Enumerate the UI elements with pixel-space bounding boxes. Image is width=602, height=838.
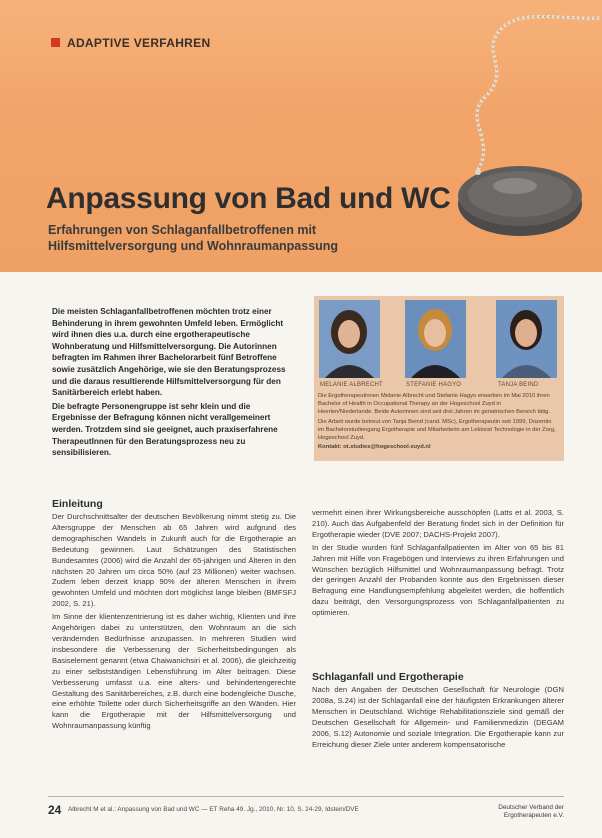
section-heading: Schlaganfall und Ergotherapie (312, 671, 464, 683)
body-column-left (52, 512, 296, 734)
page-number: 24 (48, 803, 62, 817)
body-paragraph: Der Durchschnittsalter der deutschen Bevölkerung nimmt stetig zu. Die Altersgruppe der Menschen ab 65 Jahren wird aufgrund des demographischen Wandels in Zukunft auch für die Ergotherapie an Bedeutung gewinnen. Laut Schätzungen des Statistischen Bundesamtes (2006) wird die Anzahl der 65-jährigen und Älteren in den nächsten 20 Jahren um circa 50% (auf 23 Millionen) weiter wachsen. Zudem leben derzeit knapp 90% der älteren Menschen in ihrem gewohnten Umfeld und möchten dort möglichst lange bleiben (BMFSFJ 2002, S. 21). (52, 512, 296, 609)
intro-paragraph: Die meisten Schlaganfallbetroffenen möchten trotz einer Behinderung in ihrem gewohnten Umfeld leben. Ermöglicht wird ihnen dies u.a. durch eine ergotherapeutische Wohnberatung und Hilfsmittelversorgung. Die Autorinnen befragten im Rahmen ihrer Bachelorarbeit fünf Betroffene sowie zusätzlich Angehörige, wie sie den Beratungsprozess und die daraus resultierende Hilfsmittelversorgung für den Sanitärbereich erlebt haben. (52, 307, 286, 398)
article-title: Anpassung von Bad und WC (46, 182, 451, 215)
author-name: TANJA BEIND (498, 382, 539, 388)
body-paragraph: vermehrt einen ihrer Wirkungsbereiche ausschöpfen (Latts et al. 2003, S. 210). Auch das Aufgabenfeld der Beratung findet sich in der Definition für Ergotherapie wieder (DVE 2007; DACHS-Projekt 2007). (312, 508, 564, 539)
footer-divider (48, 796, 564, 797)
author-photo (496, 300, 557, 378)
article-subtitle: Erfahrungen von Schlaganfallbetroffenen mit Hilfsmittelversorgung und Wohnraumanpassung (48, 223, 339, 253)
author-photo (405, 300, 466, 378)
bio-paragraph: Die Arbeit wurde betreut von Tanja Beind (cand. MSc), Ergotherapeutin seit 1999, Dozentin im Bachelorstudiengang Ergotherapie und Mitarbeiterin am Lektorat Technologie in der Zorg, Hogeschool Zuyd. (318, 418, 556, 442)
section-marker (51, 38, 60, 47)
author-bio (318, 392, 556, 452)
intro-paragraph: Die befragte Personengruppe ist sehr klein und die Ergebnisse der Befragung können nicht verallgemeinert werden. Trotzdem sind sie geeignet, auch praxiserfahrene TherapeutInnen für den Beratungsprozess neu zu sensibilisieren. (52, 401, 278, 458)
author-name: STEFANIE HAGYO (406, 382, 462, 388)
intro-lead (52, 306, 296, 461)
body-column-right-bottom (312, 685, 564, 752)
section-label-text: ADAPTIVE VERFAHREN (67, 36, 211, 50)
footer-citation: Albrecht M et al.: Anpassung von Bad und WC — ET Reha 49. Jg., 2010, Nr. 10, S. 24-29, Idstein/DVE (68, 806, 359, 813)
author-name: MELANIE ALBRECHT (320, 382, 383, 388)
bio-paragraph: Die Ergotherapeutinnen Melanie Albrecht und Stefanie Hagyo erwarben im Mai 2010 ihren Bachelor of Health in Occupational Therapy an der Hogeschool Zuyd in Heerlen/Niederlande. Beide Autorinnen sind seit drei Jahren im geriatrischen Bereich tätig. (318, 393, 551, 416)
contact-line: Kontakt: ot.studies@hogeschool-zuyd.nl (318, 444, 431, 451)
body-paragraph: Nach den Angaben der Deutschen Gesellschaft für Neurologie (DGN 2008a, S.24) ist der Schlaganfall eine der häufigsten Erkrankungen älterer Menschen in Deutschland. Wichtige Rehabilitationsziele sind gemäß der Deutschen Gesellschaft für Allgemein- und Familienmedizin (DEGAM 2006, S.12) Autonomie und soziale Integration. Die Ergotherapie kann zur Erreichung dieser Ziele unter anderem kompensatorische (312, 685, 564, 749)
author-photo (319, 300, 380, 378)
body-paragraph: In der Studie wurden fünf Schlaganfallpatienten im Alter von 65 bis 81 Jahren mit Hilfe von Fragebögen und Interviews zu ihren Erfahrungen und Wünschen bezüglich Hilfsmittel und Wohnraumanpassung befragt. Trotz der geringen Anzahl der Probanden konnte aus den Ergebnissen dieser Befragung eine Handlungsempfehlung abgeleitet werden, die hoffentlich dazu beiträgt, den Versorgungsprozess von Schlaganfallpatienten zu optimieren. (312, 542, 564, 618)
header-band (0, 0, 602, 272)
body-column-right-top (312, 508, 564, 621)
publisher-line: Deutscher Verband der (498, 804, 564, 811)
body-paragraph: Im Sinne der klientenzentrierung ist es daher wichtig, Klienten und ihre Angehörigen dabei zu unterstützen, den Wohnraum an die sich verändernden Bedürfnisse anzupassen. In mehreren Studien wird insbesondere die Verbesserung der Sicherheitsbedingungen als Basiselement genannt (etwa Chaiwanichsiri et al. 2006), die gleichzeitig zu einer selbstständigen Lebensführung im Alter beitragen. Diese Verbesserung umfasst u.a. eine alters- und behindertengerechte Gestaltung des Sanitärbereiches, z.B. durch eine bodengleiche Dusche, eine erhöhte Toilette oder durch Sicherheitsgriffe an den Wänden. Hier kann die Ergotherapie mit der Hilfsmittelversorgung und Wohnraumanpassung künftig (52, 612, 296, 731)
publisher-name (476, 804, 564, 820)
section-heading: Einleitung (52, 498, 103, 510)
publisher-line: Ergotherapeuten e.V. (503, 812, 564, 819)
section-label (51, 36, 210, 50)
